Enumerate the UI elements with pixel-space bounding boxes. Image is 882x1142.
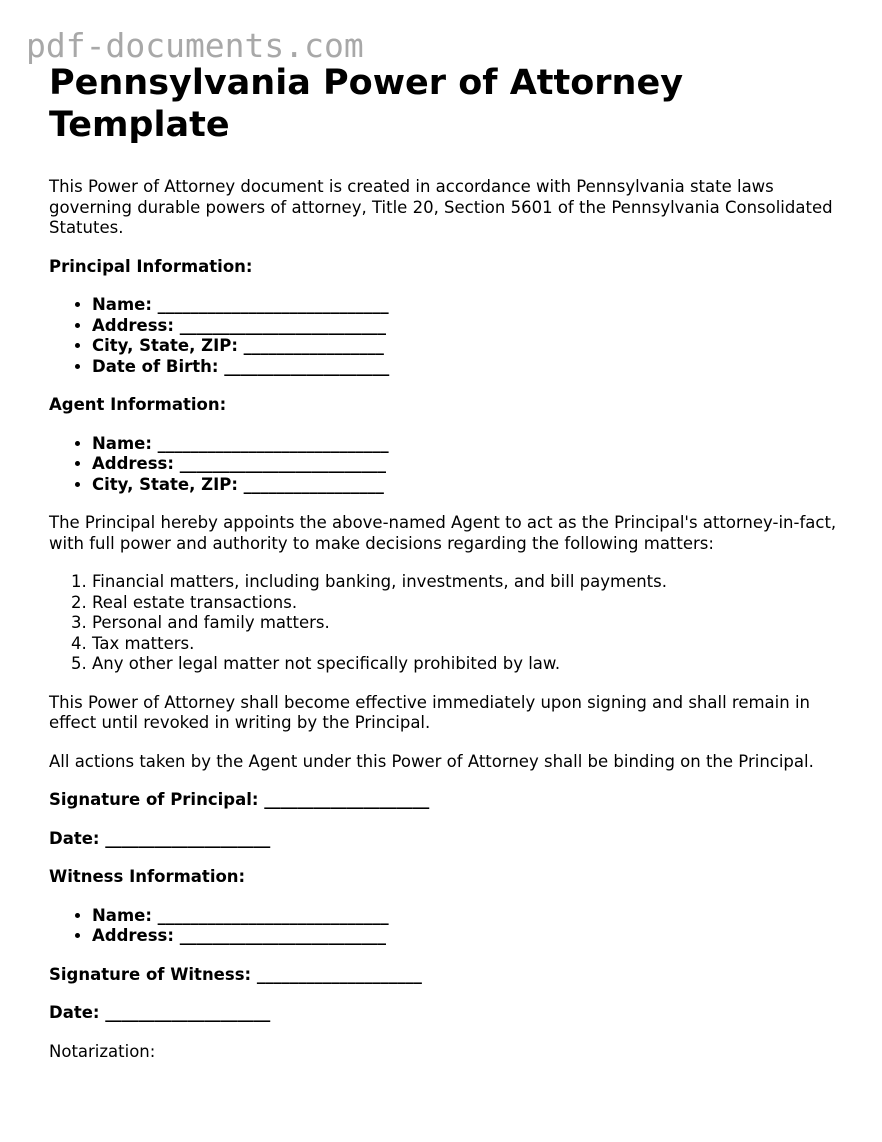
- intro-paragraph: This Power of Attorney document is created in accordance with Pennsylvania state laws governing durable powers of attorney, Title 20, Section 5601 of the Pennsylvania Consolidated Statutes.: [49, 177, 833, 237]
- principal-dob-field: • Date of Birth: ____________________: [92, 357, 849, 378]
- effective-paragraph: This Power of Attorney shall become effective immediately upon signing and shall remain in effect until revoked in writing by the Principal.: [49, 692, 810, 732]
- principal-signature-line: Signature of Principal: ____________________: [49, 790, 430, 809]
- appointment-paragraph: The Principal hereby appoints the above-named Agent to act as the Principal's attorney-in-fact, with full power and authority to make decisions regarding the following matters:: [49, 513, 837, 553]
- document: [49, 62, 849, 1080]
- agent-fields: [49, 434, 849, 496]
- notarization-label: Notarization:: [49, 1041, 156, 1061]
- matter-item: 4. Tax matters.: [92, 634, 849, 655]
- principal-city-field: • City, State, ZIP: _________________: [92, 336, 849, 357]
- matter-item: 5. Any other legal matter not specifically prohibited by law.: [92, 654, 849, 675]
- principal-address-field: • Address: _________________________: [92, 316, 849, 337]
- principal-fields: [49, 295, 849, 377]
- witness-fields: [49, 906, 849, 947]
- matters-list: [49, 572, 849, 675]
- watermark: pdf-documents.com: [26, 26, 364, 65]
- binding-paragraph: All actions taken by the Agent under this Power of Attorney shall be binding on the Principal.: [49, 751, 814, 771]
- principal-date-line: Date: ____________________: [49, 828, 271, 848]
- principal-heading: Principal Information:: [49, 256, 253, 276]
- agent-address-field: • Address: _________________________: [92, 454, 849, 475]
- agent-name-field: • Name: ____________________________: [92, 434, 849, 455]
- agent-city-field: • City, State, ZIP: _________________: [92, 475, 849, 496]
- matter-item: 3. Personal and family matters.: [92, 613, 849, 634]
- matter-item: 1. Financial matters, including banking, investments, and bill payments.: [92, 572, 849, 593]
- matter-item: 2. Real estate transactions.: [92, 593, 849, 614]
- principal-name-field: • Name: ____________________________: [92, 295, 849, 316]
- witness-signature-line: Signature of Witness: ____________________: [49, 964, 422, 984]
- witness-date-line: Date: ____________________: [49, 1003, 271, 1022]
- document-title: Pennsylvania Power of Attorney Template: [49, 63, 684, 145]
- agent-heading: Agent Information:: [49, 395, 227, 414]
- witness-name-field: • Name: ____________________________: [92, 906, 849, 927]
- witness-address-field: • Address: _________________________: [92, 926, 849, 947]
- witness-heading: Witness Information:: [49, 867, 246, 886]
